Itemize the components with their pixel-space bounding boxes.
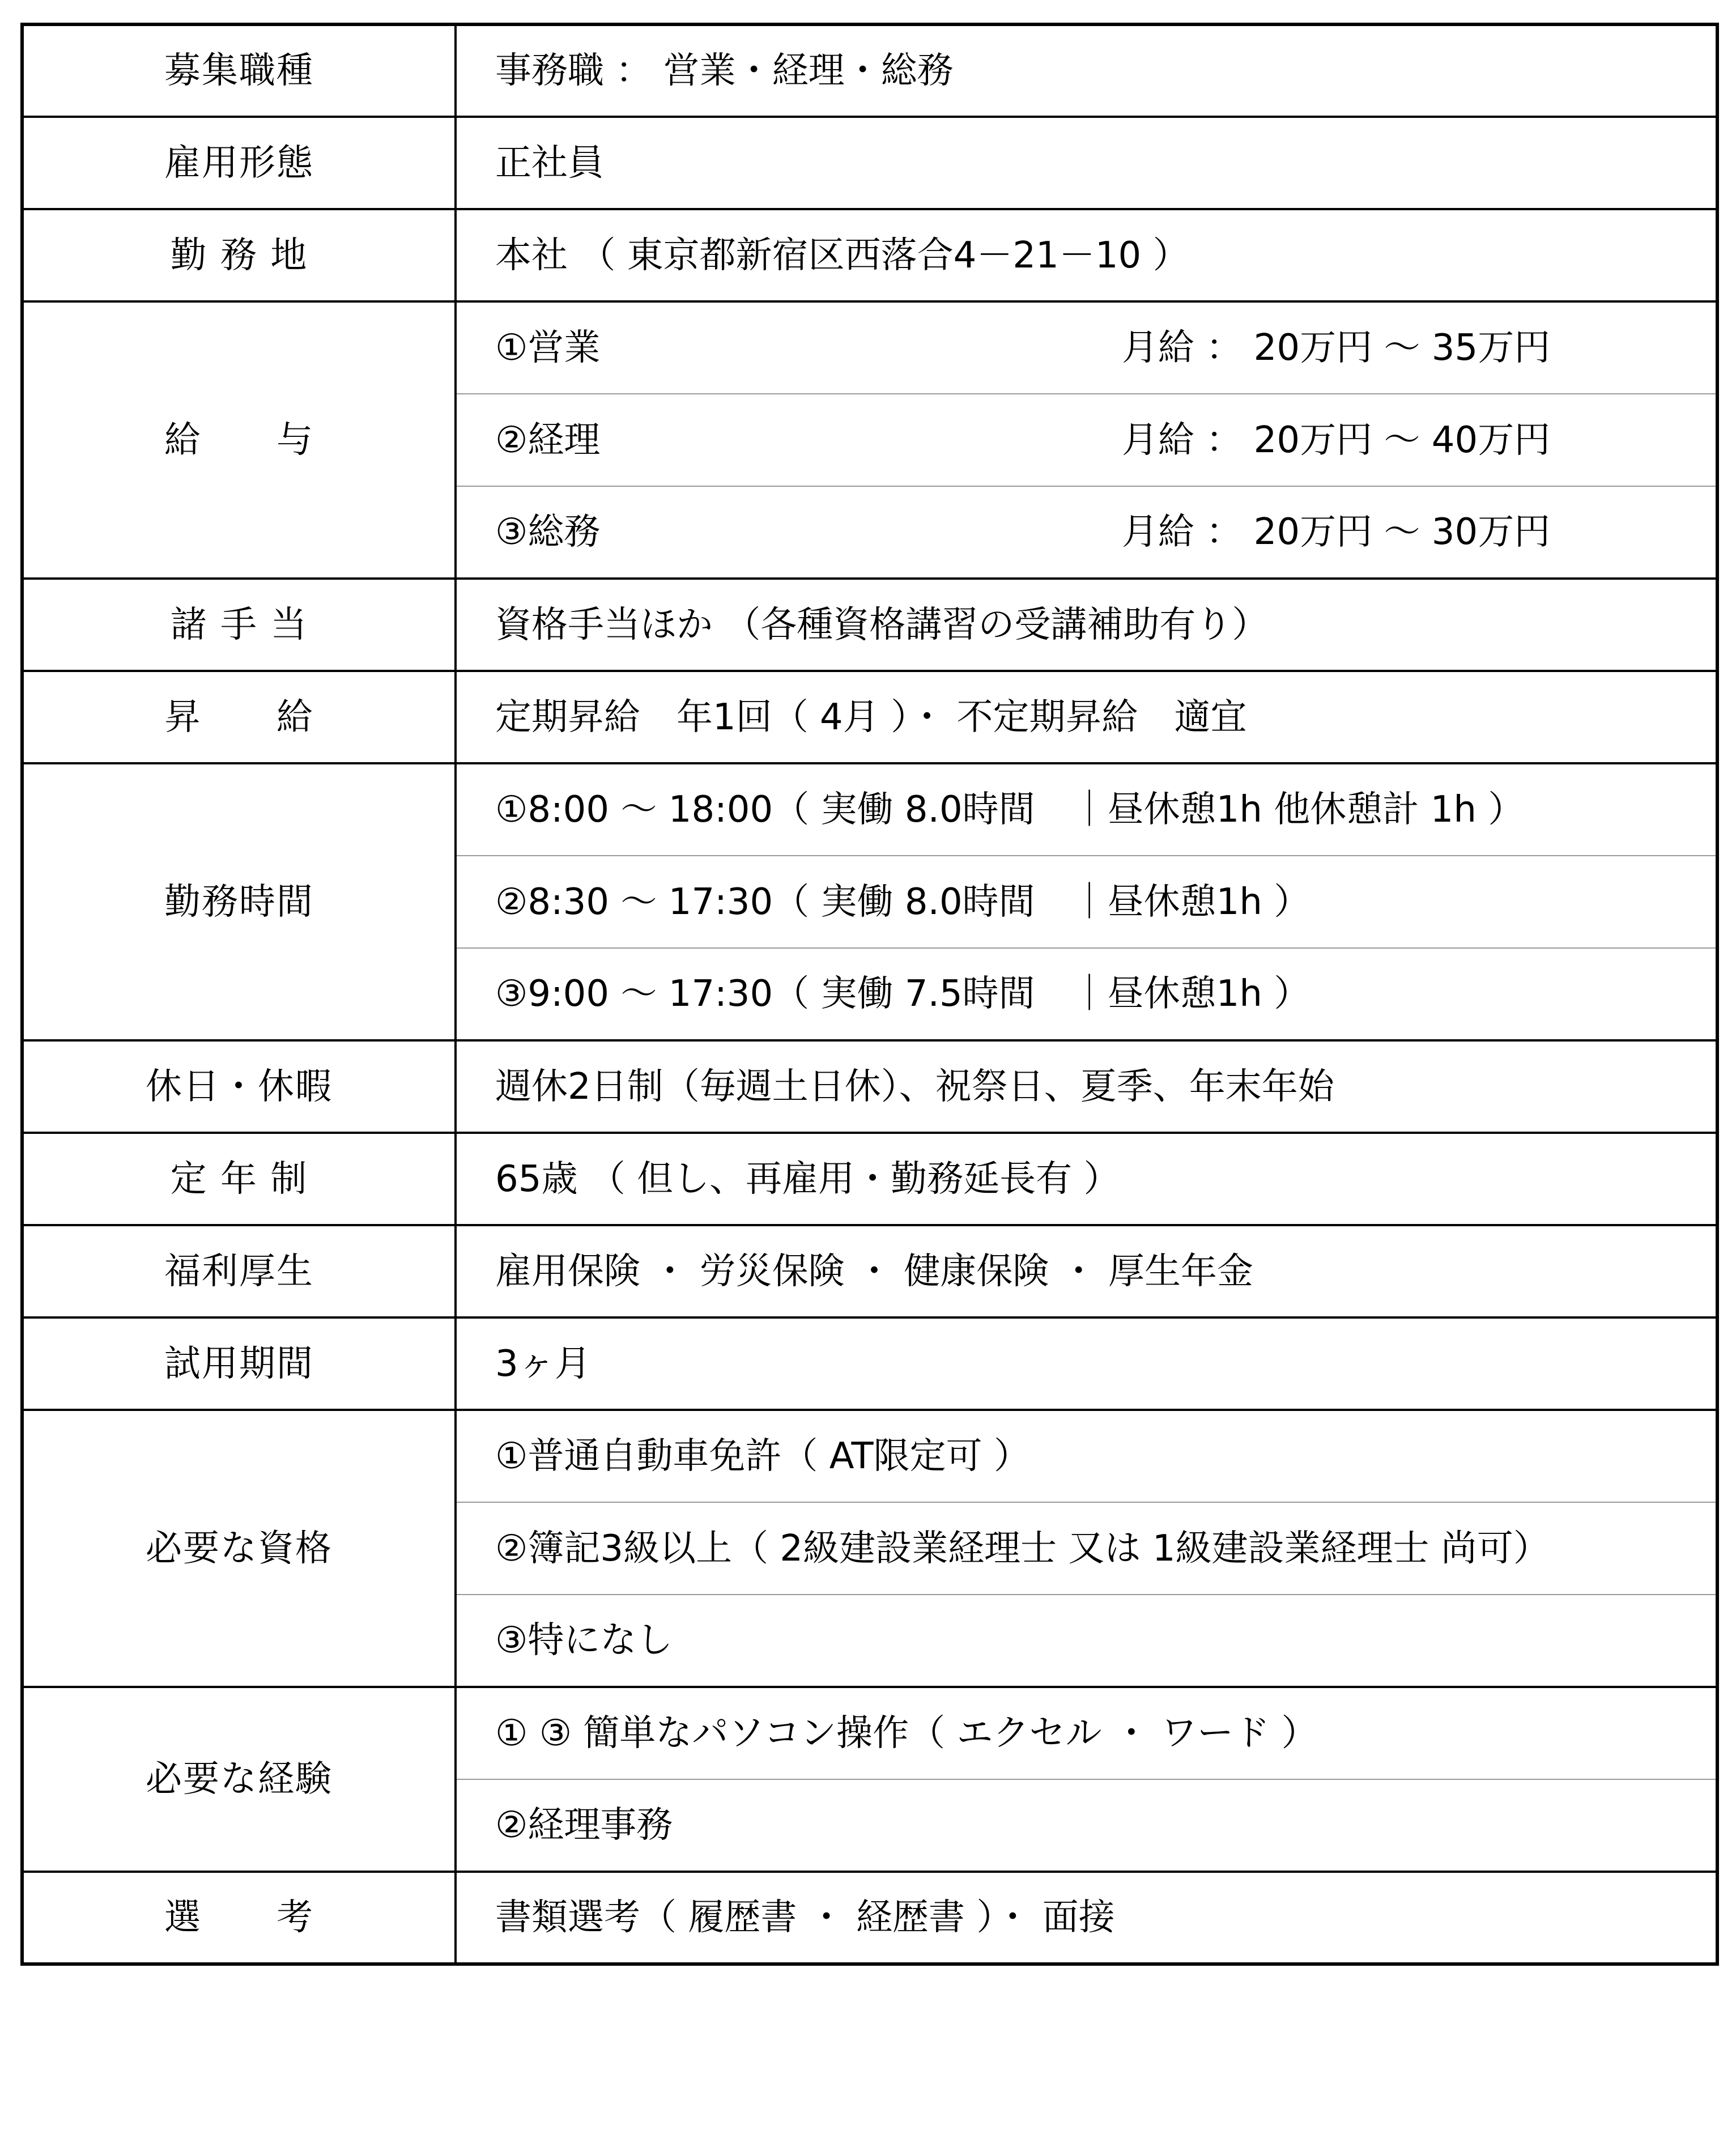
table-row — [22, 1317, 1717, 1410]
row-label-job-type: 募集職種 — [22, 24, 456, 117]
salary-line-general-affairs — [456, 486, 1717, 579]
row-label-allowances: 諸 手 当 — [22, 579, 456, 671]
salary-item: ③総務 — [495, 511, 601, 553]
salary-amount: 月給 ： 20万円 ～ 40万円 — [1122, 419, 1551, 461]
qualification-item-1: ①普通自動車免許（ AT限定可 ） — [456, 1410, 1717, 1502]
table-row — [22, 1040, 1717, 1133]
row-label-employment-type: 雇用形態 — [22, 117, 456, 209]
row-value-retirement: 65歳 （ 但し、再雇用・勤務延長有 ） — [456, 1133, 1717, 1225]
row-value-probation: 3ヶ月 — [456, 1317, 1717, 1410]
table-row — [22, 117, 1717, 209]
table-row — [22, 1687, 1717, 1779]
table-row — [22, 301, 1717, 394]
experience-item-1: ① ③ 簡単なパソコン操作（ エクセル ・ ワード ） — [456, 1687, 1717, 1779]
qualification-item-3: ③特になし — [456, 1595, 1717, 1687]
row-label-working-hours: 勤務時間 — [22, 763, 456, 1040]
row-label-work-location: 勤 務 地 — [22, 209, 456, 301]
salary-amount: 月給 ： 20万円 ～ 35万円 — [1122, 327, 1551, 369]
table-row — [22, 671, 1717, 763]
row-label-selection: 選 考 — [22, 1872, 456, 1964]
row-label-salary: 給 与 — [22, 301, 456, 579]
row-value-holidays: 週休2日制（毎週土日休）、祝祭日、夏季、年末年始 — [456, 1040, 1717, 1133]
table-row — [22, 209, 1717, 301]
row-value-job-type: 事務職 ： 営業・経理・総務 — [456, 24, 1717, 117]
salary-item: ①営業 — [495, 327, 601, 369]
table-row — [22, 763, 1717, 856]
row-value-selection: 書類選考（ 履歴書 ・ 経歴書 ）・ 面接 — [456, 1872, 1717, 1964]
table-row — [22, 579, 1717, 671]
row-label-experience: 必要な経験 — [22, 1687, 456, 1872]
working-hours-shift-2: ②8:30 ～ 17:30（ 実働 8.0時間 ｜昼休憩1h ） — [456, 856, 1717, 948]
working-hours-shift-3: ③9:00 ～ 17:30（ 実働 7.5時間 ｜昼休憩1h ） — [456, 948, 1717, 1040]
job-conditions-table — [20, 23, 1719, 1966]
row-value-pay-raise: 定期昇給 年1回（ 4月 ）・ 不定期昇給 適宜 — [456, 671, 1717, 763]
salary-item: ②経理 — [495, 419, 601, 461]
table-row — [22, 1410, 1717, 1502]
row-value-allowances: 資格手当ほか （各種資格講習の受講補助有り） — [456, 579, 1717, 671]
qualification-item-2: ②簿記3級以上（ 2級建設業経理士 又は 1級建設業経理士 尚可） — [456, 1502, 1717, 1595]
row-value-work-location: 本社 （ 東京都新宿区西落合4－21－10 ） — [456, 209, 1717, 301]
table-row — [22, 1872, 1717, 1964]
row-label-retirement: 定 年 制 — [22, 1133, 456, 1225]
salary-amount: 月給 ： 20万円 ～ 30万円 — [1122, 511, 1551, 553]
salary-line-accounting — [456, 394, 1717, 486]
row-value-employment-type: 正社員 — [456, 117, 1717, 209]
salary-line-sales — [456, 301, 1717, 394]
table-row — [22, 1225, 1717, 1317]
table-row — [22, 1133, 1717, 1225]
experience-item-2: ②経理事務 — [456, 1779, 1717, 1872]
row-label-pay-raise: 昇 給 — [22, 671, 456, 763]
row-label-holidays: 休日・休暇 — [22, 1040, 456, 1133]
row-label-probation: 試用期間 — [22, 1317, 456, 1410]
row-label-qualifications: 必要な資格 — [22, 1410, 456, 1687]
table-row — [22, 24, 1717, 117]
working-hours-shift-1: ①8:00 ～ 18:00（ 実働 8.0時間 ｜昼休憩1h 他休憩計 1h ） — [456, 763, 1717, 856]
row-value-benefits: 雇用保険 ・ 労災保険 ・ 健康保険 ・ 厚生年金 — [456, 1225, 1717, 1317]
row-label-benefits: 福利厚生 — [22, 1225, 456, 1317]
